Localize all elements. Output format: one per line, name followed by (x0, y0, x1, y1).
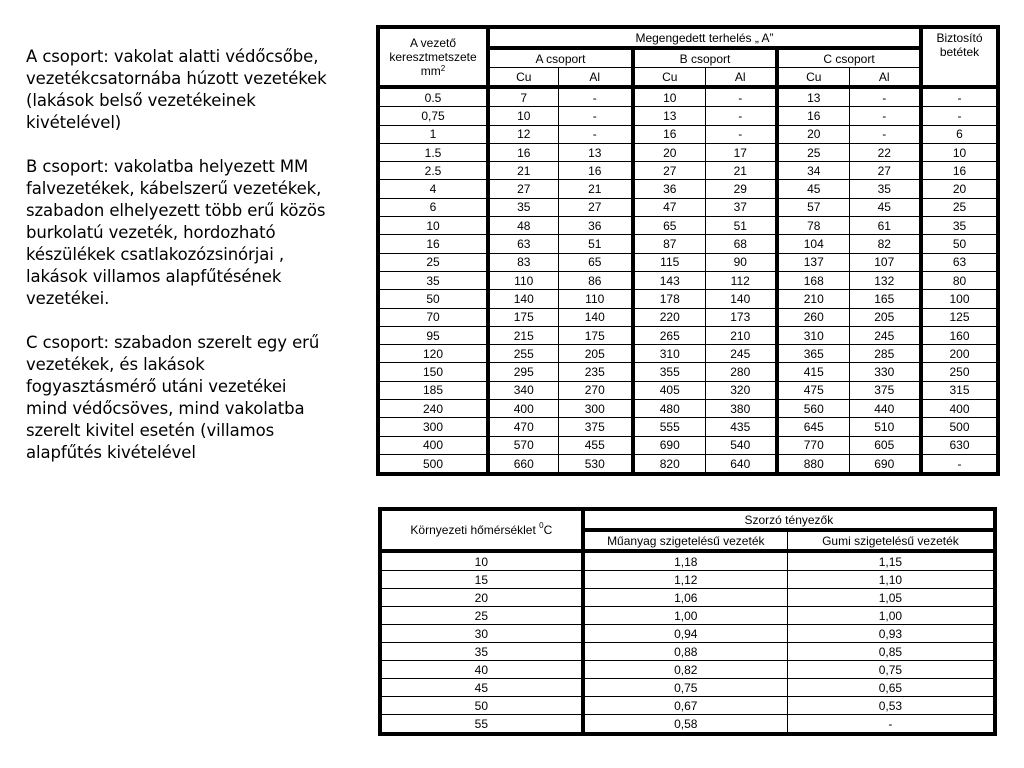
load-value-cell: 27 (558, 198, 633, 216)
factor-table-row (380, 625, 995, 643)
load-value-cell: 690 (633, 436, 705, 454)
load-table-row (378, 400, 998, 418)
rubber-factor-cell: 0,85 (787, 643, 995, 661)
load-value-cell: - (705, 87, 777, 107)
load-value-cell: 61 (849, 217, 921, 235)
load-value-cell: 20 (633, 143, 705, 161)
load-value-cell: 110 (488, 271, 558, 289)
group-a-description: A csoport: vakolat alatti védőcsőbe, vezetékcsatornába húzott vezetékek (lakások belső vezetékeinek kivételével) (26, 47, 327, 132)
load-value-cell: 12 (488, 125, 558, 143)
load-value-cell: 355 (633, 363, 705, 381)
load-table-row (378, 253, 998, 271)
load-value-cell: 90 (705, 253, 777, 271)
load-value-cell: 86 (558, 271, 633, 289)
load-value-cell: 51 (705, 217, 777, 235)
plastic-factor-cell: 1,18 (583, 551, 788, 571)
load-value-cell: 255 (488, 345, 558, 363)
cross-section-cell: 35 (378, 271, 488, 289)
load-value-cell: 140 (488, 290, 558, 308)
plastic-factor-cell: 0,67 (583, 697, 788, 715)
load-table-row (378, 326, 998, 344)
load-value-cell: - (849, 87, 921, 107)
factor-table-row (380, 661, 995, 679)
temperature-cell: 30 (380, 625, 583, 643)
load-value-cell: 143 (633, 271, 705, 289)
cross-section-cell: 400 (378, 436, 488, 454)
load-value-cell: 285 (849, 345, 921, 363)
load-value-cell: 205 (558, 345, 633, 363)
load-value-cell: 375 (849, 381, 921, 399)
load-value-cell: 320 (705, 381, 777, 399)
cross-section-header-line1: A vezető (409, 36, 457, 50)
load-value-cell: 112 (705, 271, 777, 289)
load-table-row (378, 271, 998, 289)
load-value-cell: - (558, 125, 633, 143)
cross-section-cell: 25 (378, 253, 488, 271)
load-value-cell: 605 (849, 436, 921, 454)
load-value-cell: 820 (633, 454, 705, 474)
factor-table-row (380, 643, 995, 661)
load-value-cell: 27 (488, 180, 558, 198)
load-table-row (378, 363, 998, 381)
load-value-cell: 34 (777, 162, 849, 180)
load-table-row (378, 345, 998, 363)
load-value-cell: 45 (777, 180, 849, 198)
fuse-cell: 250 (921, 363, 998, 381)
plastic-factor-cell: 1,00 (583, 607, 788, 625)
cross-section-cell: 1 (378, 125, 488, 143)
load-value-cell: 104 (777, 235, 849, 253)
cross-section-cell: 500 (378, 454, 488, 474)
fuse-cell: 25 (921, 198, 998, 216)
load-value-cell: 20 (777, 125, 849, 143)
load-value-cell: 470 (488, 418, 558, 436)
factor-table-row (380, 589, 995, 607)
material-header: Al (705, 68, 777, 88)
fuse-cell: 315 (921, 381, 998, 399)
factor-table-row (380, 551, 995, 571)
load-value-cell: 16 (488, 143, 558, 161)
load-table-row (378, 436, 998, 454)
cross-section-unit-sup: 2 (440, 64, 446, 73)
load-value-cell: 10 (633, 87, 705, 107)
temperature-cell: 10 (380, 551, 583, 571)
load-value-cell: 35 (488, 198, 558, 216)
load-value-cell: 13 (558, 143, 633, 161)
load-value-cell: - (705, 125, 777, 143)
plastic-factor-cell: 0,58 (583, 715, 788, 735)
rubber-factor-cell: 0,53 (787, 697, 995, 715)
load-value-cell: 22 (849, 143, 921, 161)
load-value-cell: 455 (558, 436, 633, 454)
plastic-factor-cell: 0,82 (583, 661, 788, 679)
cross-section-cell: 6 (378, 198, 488, 216)
plastic-factor-cell: 1,06 (583, 589, 788, 607)
load-value-cell: 16 (558, 162, 633, 180)
load-value-cell: 265 (633, 326, 705, 344)
allowed-load-header: Megengedett terhelés „ A” (488, 27, 921, 48)
fuse-cell: 35 (921, 217, 998, 235)
temperature-cell: 50 (380, 697, 583, 715)
load-value-cell: 13 (777, 87, 849, 107)
fuse-cell: 6 (921, 125, 998, 143)
load-value-cell: 140 (705, 290, 777, 308)
load-table-row (378, 308, 998, 326)
rubber-insulation-header: Gumi szigetelésű vezeték (787, 530, 995, 551)
load-value-cell: 380 (705, 400, 777, 418)
load-value-cell: 13 (633, 107, 705, 125)
group-b-description: B csoport: vakolatba helyezett MM falvezetékek, kábelszerű vezetékek, szabadon elhelyezett több erű közös burkolatú vezeték, hordozható készülékek csatlakozózsinórjai , lakások villamos alapfűtésének vezetékei. (26, 157, 326, 308)
load-value-cell: 63 (488, 235, 558, 253)
load-value-cell: 29 (705, 180, 777, 198)
plastic-factor-cell: 0,94 (583, 625, 788, 643)
factor-table (378, 507, 997, 736)
load-value-cell: - (558, 87, 633, 107)
fuse-cell: - (921, 87, 998, 107)
load-value-cell: 107 (849, 253, 921, 271)
cross-section-cell: 300 (378, 418, 488, 436)
group-c-header: C csoport (777, 48, 921, 68)
load-value-cell: - (849, 107, 921, 125)
load-value-cell: 300 (558, 400, 633, 418)
group-c-description: C csoport: szabadon szerelt egy erű vezetékek, és lakások fogyasztásmérő utáni vezetékei mind védőcsöves, mind vakolatba szerelt kivitel esetén (villamos alapfűtés kivételével (26, 333, 320, 462)
temperature-cell: 25 (380, 607, 583, 625)
load-value-cell: 115 (633, 253, 705, 271)
cross-section-cell: 16 (378, 235, 488, 253)
load-value-cell: 280 (705, 363, 777, 381)
temperature-cell: 55 (380, 715, 583, 735)
load-value-cell: 16 (777, 107, 849, 125)
load-value-cell: 435 (705, 418, 777, 436)
load-value-cell: 16 (633, 125, 705, 143)
rubber-factor-cell: 1,05 (787, 589, 995, 607)
load-value-cell: - (849, 125, 921, 143)
load-value-cell: - (558, 107, 633, 125)
load-value-cell: 110 (558, 290, 633, 308)
rubber-factor-cell: 0,75 (787, 661, 995, 679)
group-a-header: A csoport (488, 48, 633, 68)
load-value-cell: 340 (488, 381, 558, 399)
load-value-cell: 21 (488, 162, 558, 180)
rubber-factor-cell: 0,65 (787, 679, 995, 697)
load-value-cell: 220 (633, 308, 705, 326)
load-value-cell: 235 (558, 363, 633, 381)
cross-section-cell: 240 (378, 400, 488, 418)
load-table-row (378, 180, 998, 198)
fuse-cell: 125 (921, 308, 998, 326)
material-header: Cu (777, 68, 849, 88)
load-value-cell: 137 (777, 253, 849, 271)
load-value-cell: 530 (558, 454, 633, 474)
load-value-cell: 510 (849, 418, 921, 436)
load-value-cell: 570 (488, 436, 558, 454)
load-value-cell: 205 (849, 308, 921, 326)
load-value-cell: 165 (849, 290, 921, 308)
fuse-cell: 10 (921, 143, 998, 161)
load-value-cell: 132 (849, 271, 921, 289)
cross-section-cell: 0,75 (378, 107, 488, 125)
fuse-cell: 160 (921, 326, 998, 344)
load-value-cell: 36 (558, 217, 633, 235)
rubber-factor-cell: 1,10 (787, 571, 995, 589)
load-value-cell: 87 (633, 235, 705, 253)
plastic-insulation-header: Műanyag szigetelésű vezeték (583, 530, 788, 551)
fuse-cell: 80 (921, 271, 998, 289)
load-value-cell: 35 (849, 180, 921, 198)
load-table-row (378, 87, 998, 107)
load-table-row (378, 381, 998, 399)
load-value-cell: 405 (633, 381, 705, 399)
load-value-cell: 245 (849, 326, 921, 344)
load-value-cell: 82 (849, 235, 921, 253)
load-value-cell: 330 (849, 363, 921, 381)
load-table-row (378, 125, 998, 143)
load-table-row (378, 418, 998, 436)
load-value-cell: 178 (633, 290, 705, 308)
load-value-cell: 540 (705, 436, 777, 454)
cross-section-cell: 2.5 (378, 162, 488, 180)
temperature-cell: 20 (380, 589, 583, 607)
temperature-cell: 40 (380, 661, 583, 679)
load-value-cell: 555 (633, 418, 705, 436)
factor-table-body (380, 551, 995, 734)
load-value-cell: 770 (777, 436, 849, 454)
rubber-factor-cell: 1,15 (787, 551, 995, 571)
load-table-row (378, 143, 998, 161)
load-value-cell: 310 (633, 345, 705, 363)
load-value-cell: 78 (777, 217, 849, 235)
temperature-cell: 15 (380, 571, 583, 589)
temperature-cell: 35 (380, 643, 583, 661)
load-value-cell: 65 (558, 253, 633, 271)
group-descriptions (26, 46, 371, 486)
load-value-cell: 36 (633, 180, 705, 198)
load-table-row (378, 162, 998, 180)
rubber-factor-cell: 1,00 (787, 607, 995, 625)
load-value-cell: 37 (705, 198, 777, 216)
load-value-cell: 48 (488, 217, 558, 235)
fuse-header-line1: Biztosító (936, 31, 983, 45)
load-value-cell: 168 (777, 271, 849, 289)
load-value-cell: 560 (777, 400, 849, 418)
load-value-cell: 215 (488, 326, 558, 344)
fuse-cell: 400 (921, 400, 998, 418)
load-value-cell: 45 (849, 198, 921, 216)
rubber-factor-cell: - (787, 715, 995, 735)
group-b-header: B csoport (633, 48, 777, 68)
cross-section-cell: 10 (378, 217, 488, 235)
cross-section-cell: 95 (378, 326, 488, 344)
load-value-cell: 690 (849, 454, 921, 474)
load-value-cell: 210 (705, 326, 777, 344)
load-value-cell: 375 (558, 418, 633, 436)
load-value-cell: 400 (488, 400, 558, 418)
fuse-cell: 50 (921, 235, 998, 253)
load-value-cell: - (705, 107, 777, 125)
load-value-cell: 270 (558, 381, 633, 399)
load-value-cell: 175 (558, 326, 633, 344)
load-value-cell: 260 (777, 308, 849, 326)
cross-section-unit: mm (420, 64, 441, 78)
load-table-row (378, 217, 998, 235)
load-value-cell: 21 (558, 180, 633, 198)
temperature-cell: 45 (380, 679, 583, 697)
load-value-cell: 295 (488, 363, 558, 381)
cross-section-cell: 4 (378, 180, 488, 198)
material-header: Cu (488, 68, 558, 88)
load-value-cell: 25 (777, 143, 849, 161)
load-value-cell: 57 (777, 198, 849, 216)
load-table-row (378, 198, 998, 216)
fuse-cell: 20 (921, 180, 998, 198)
load-value-cell: 480 (633, 400, 705, 418)
cross-section-cell: 70 (378, 308, 488, 326)
load-value-cell: 640 (705, 454, 777, 474)
temperature-header-label: Környezeti hőmérséklet (410, 523, 540, 537)
fuse-cell: 16 (921, 162, 998, 180)
temperature-header (380, 509, 583, 551)
load-value-cell: 17 (705, 143, 777, 161)
load-value-cell: 475 (777, 381, 849, 399)
load-value-cell: 140 (558, 308, 633, 326)
plastic-factor-cell: 0,75 (583, 679, 788, 697)
cross-section-header-line2: keresztmetszete (389, 50, 477, 64)
load-value-cell: 880 (777, 454, 849, 474)
load-value-cell: 440 (849, 400, 921, 418)
load-value-cell: 68 (705, 235, 777, 253)
load-value-cell: 27 (849, 162, 921, 180)
load-value-cell: 365 (777, 345, 849, 363)
fuse-cell: 200 (921, 345, 998, 363)
load-value-cell: 21 (705, 162, 777, 180)
factor-table-row (380, 697, 995, 715)
load-value-cell: 210 (777, 290, 849, 308)
cross-section-cell: 1.5 (378, 143, 488, 161)
cross-section-cell: 120 (378, 345, 488, 363)
material-header: Al (558, 68, 633, 88)
load-value-cell: 27 (633, 162, 705, 180)
plastic-factor-cell: 1,12 (583, 571, 788, 589)
load-value-cell: 173 (705, 308, 777, 326)
load-value-cell: 10 (488, 107, 558, 125)
load-value-cell: 83 (488, 253, 558, 271)
fuse-cell: - (921, 107, 998, 125)
factor-table-row (380, 679, 995, 697)
load-table-row (378, 454, 998, 474)
load-table-body (378, 87, 998, 474)
fuse-cell: - (921, 454, 998, 474)
cross-section-cell: 50 (378, 290, 488, 308)
fuse-cell: 100 (921, 290, 998, 308)
load-table (376, 25, 1000, 476)
load-value-cell: 245 (705, 345, 777, 363)
load-table-row (378, 290, 998, 308)
load-value-cell: 660 (488, 454, 558, 474)
load-value-cell: 47 (633, 198, 705, 216)
material-header: Al (849, 68, 921, 88)
cross-section-cell: 150 (378, 363, 488, 381)
load-value-cell: 415 (777, 363, 849, 381)
cross-section-cell: 0.5 (378, 87, 488, 107)
fuse-cell: 630 (921, 436, 998, 454)
temperature-header-sup: 0 (539, 521, 544, 530)
factor-table-row (380, 607, 995, 625)
cross-section-header (378, 27, 488, 87)
fuse-header (921, 27, 998, 87)
factor-table-row (380, 571, 995, 589)
factors-header: Szorzó tényezők (583, 509, 995, 530)
fuse-header-line2: betétek (939, 45, 980, 59)
load-value-cell: 645 (777, 418, 849, 436)
factor-table-row (380, 715, 995, 735)
fuse-cell: 500 (921, 418, 998, 436)
load-value-cell: 7 (488, 87, 558, 107)
rubber-factor-cell: 0,93 (787, 625, 995, 643)
material-header: Cu (633, 68, 705, 88)
plastic-factor-cell: 0,88 (583, 643, 788, 661)
fuse-cell: 63 (921, 253, 998, 271)
load-table-row (378, 235, 998, 253)
load-value-cell: 51 (558, 235, 633, 253)
load-value-cell: 175 (488, 308, 558, 326)
cross-section-cell: 185 (378, 381, 488, 399)
load-value-cell: 310 (777, 326, 849, 344)
temperature-header-unit: C (543, 523, 553, 537)
load-value-cell: 65 (633, 217, 705, 235)
load-table-row (378, 107, 998, 125)
